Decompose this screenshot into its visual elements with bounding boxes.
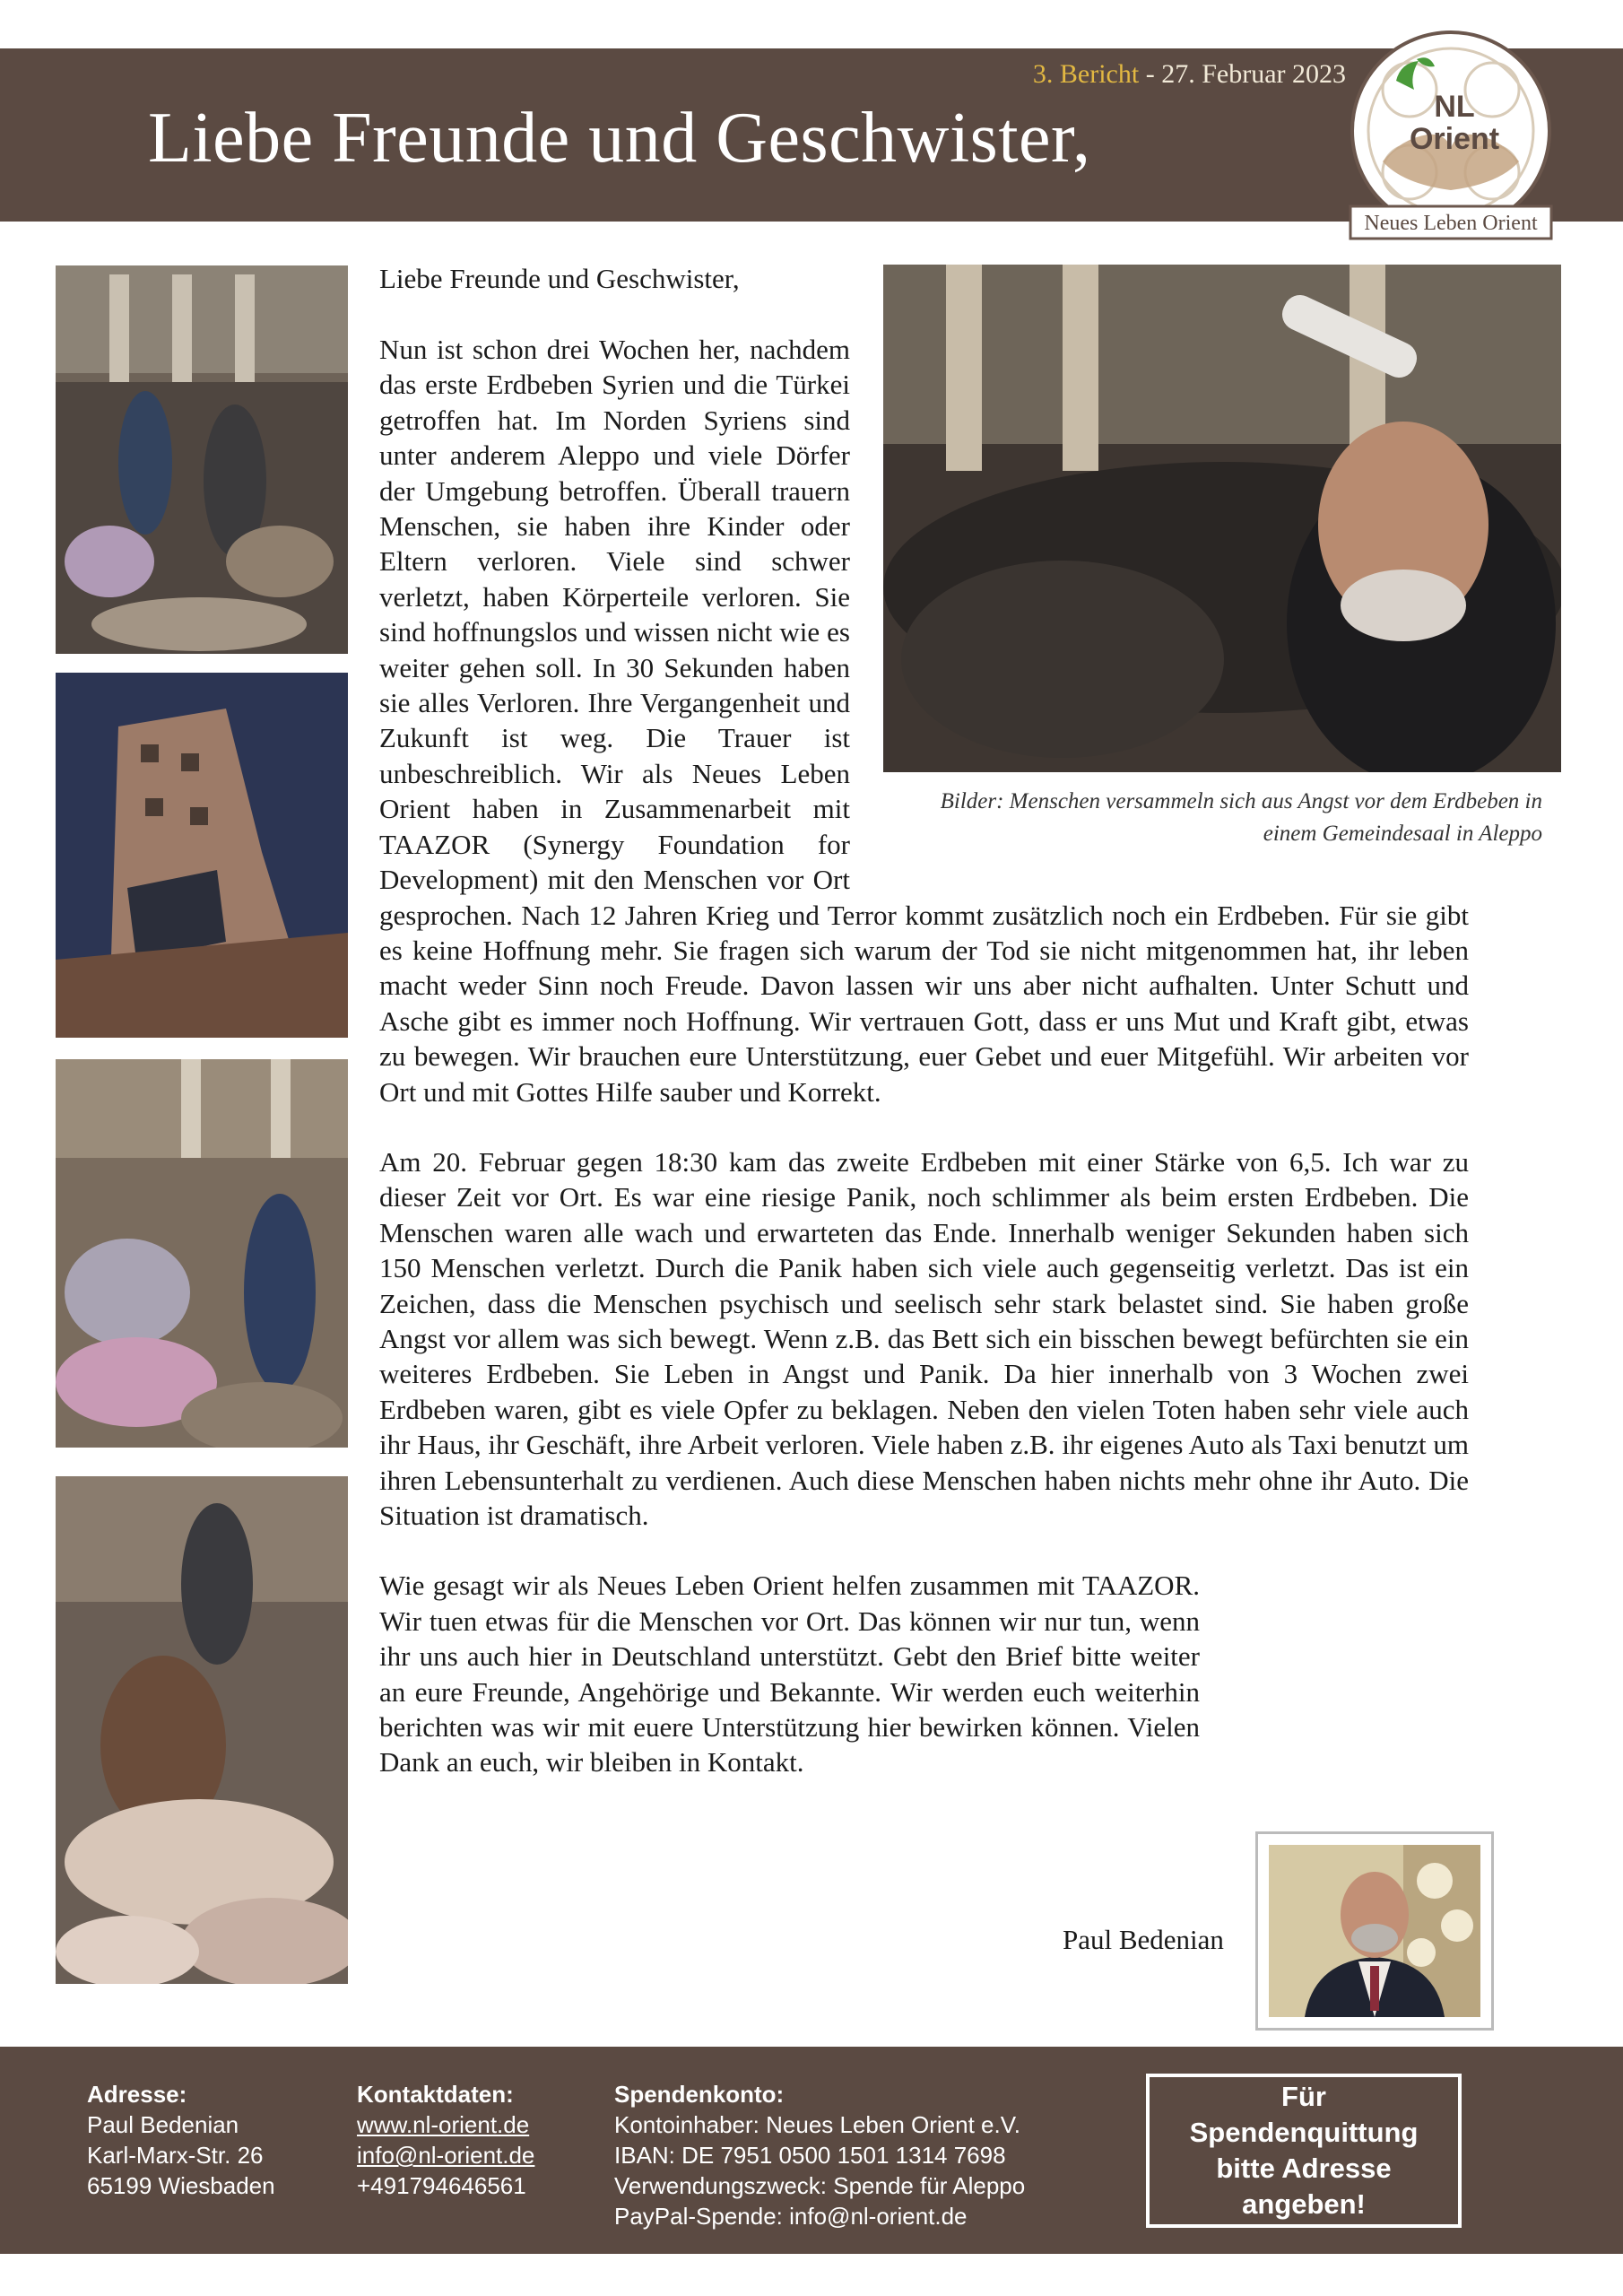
report-number: 3. Bericht	[1032, 59, 1140, 89]
address-name: Paul Bedenian	[87, 2111, 239, 2138]
donation-paypal: PayPal-Spende: info@nl-orient.de	[614, 2203, 968, 2230]
footer-address	[87, 2079, 275, 2201]
address-city: 65199 Wiesbaden	[87, 2172, 275, 2199]
receipt-note: Für Spendenquittung bitte Adresse angeben!	[1189, 2081, 1419, 2220]
footer-contact	[357, 2079, 534, 2201]
letter-salutation: Liebe Freunde und Geschwister,	[379, 263, 740, 294]
donation-iban: IBAN: DE 7951 0500 1501 1314 7698	[614, 2142, 1006, 2169]
photo-crowd-hall-2	[56, 1059, 348, 1448]
photo-sleeping-people	[56, 1476, 348, 1984]
nl-orient-logo	[1347, 27, 1555, 244]
report-separator: -	[1139, 59, 1162, 89]
report-date: 27. Februar 2023	[1161, 59, 1346, 89]
donation-heading: Spendenkonto:	[614, 2081, 785, 2108]
website-link[interactable]: www.nl-orient.de	[357, 2111, 530, 2138]
photo-float-spacer	[850, 332, 1469, 883]
portrait-float-spacer	[1200, 1568, 1469, 1711]
receipt-note-box	[1146, 2074, 1462, 2228]
letter-body	[379, 332, 1469, 1815]
letter-paragraph-1: Nun ist schon drei Wochen her, nachdem das erste Erdbeben Syrien und die Türkei getroffen hat. Im Norden Syriens sind unter anderem Aleppo und viele Dörfer der Umgebung betroffen. Überall trauern Menschen, sie haben ihre Kinder oder Eltern verloren. Viele sind schwer verletzt, haben Körperteile verloren. Sie sind hoffnungslos und wissen nicht wie es weiter gehen soll. In 30 Sekunden haben sie alles Verloren. Ihre Vergangenheit und Zukunft ist weg. Die Trauer ist unbeschreiblich. Wir als Neues Leben Orient haben in Zusammenarbeit mit TAAZOR (Synergy Foundation for Development) mit den Menschen vor Ort gesprochen. Nach 12 Jahren Krieg und Terror kommt zusätzlich noch ein Erdbeben. Für sie gibt es keine Hoffnung mehr. Sie fragen sich warum der Tod sie nicht mitgenommen hat, ihr leben macht weder Sinn noch Freude. Davon lassen wir uns aber nicht aufhalten. Unter Schutt und Asche gibt es immer noch Hoffnung. Wir vertrauen Gott, dass er uns Mut und Kraft gibt, etwas zu bewegen. Wir brauchen eure Unterstützung, euer Gebet und euer Mitgefühl. Wir arbeiten vor Ort und mit Gottes Hilfe sauber und Korrekt.	[379, 334, 1469, 1108]
letter-paragraph-3: Wie gesagt wir als Neues Leben Orient helfen zusammen mit TAAZOR. Wir tuen etwas für die Menschen vor Ort. Das können wir nur tun, wenn ihr uns auch hier in Deutschland unterstützt. Gebt den Brief bitte weiter an eure Freunde, Angehörige und Bekannte. Wir werden euch weiterhin berichten was wir mit euere Unterstützung hier bewirken können. Vielen Dank an euch, wir bleiben in Kontakt.	[379, 1570, 1200, 1779]
logo-line2: Orient	[1409, 122, 1500, 156]
logo-line1: NL	[1434, 90, 1475, 124]
page-title: Liebe Freunde und Geschwister,	[148, 99, 1091, 178]
photo-collapsed-building	[56, 673, 348, 1038]
contact-heading: Kontaktdaten:	[357, 2081, 514, 2108]
photo-crowd-hall-1	[56, 265, 348, 654]
letter-paragraph-2: Am 20. Februar gegen 18:30 kam das zweite Erdbeben mit einer Stärke von 6,5. Ich war zu dieser Zeit vor Ort. Es war eine riesige Panik, noch schlimmer als beim ersten Erdbeben. Die Menschen waren alle wach und erwarteten das Ende. Innerhalb weniger Sekunden haben sich 150 Menschen verletzt. Durch die Panik haben sich viele auch gegenseitig verletzt. Das ist ein Zeichen, dass die Menschen psychisch und seelisch sehr stark belastet sind. Sie haben große Angst vor allem was sich bewegt. Wenn z.B. das Bett sich ein bisschen bewegt befürchten sie ein weiteres Erdbeben. Sie Leben in Angst und Panik. Da hier innerhalb von 3 Wochen zwei Erdbeben waren, gibt es viele Opfer zu beklagen. Neben den vielen Toten haben sehr viele auch ihr Haus, ihr Geschäft, ihre Arbeit verloren. Viele haben z.B. ihr eigenes Auto als Taxi benutzt um ihren Lebensunterhalt zu verdienen. Auch diese Menschen haben nichts mehr ohne ihr Auto. Die Situation ist dramatisch.	[379, 1145, 1469, 1531]
address-street: Karl-Marx-Str. 26	[87, 2142, 264, 2169]
footer	[0, 2047, 1623, 2254]
signature: Paul Bedenian	[1063, 1924, 1224, 1955]
report-line	[1033, 59, 1346, 90]
logo-banner: Neues Leben Orient	[1364, 212, 1538, 235]
portrait-photo	[1255, 1831, 1494, 2031]
donation-holder: Kontoinhaber: Neues Leben Orient e.V.	[614, 2111, 1020, 2138]
email-link[interactable]: info@nl-orient.de	[357, 2142, 535, 2169]
footer-donation	[614, 2079, 1025, 2231]
donation-purpose: Verwendungszweck: Spende für Aleppo	[614, 2172, 1026, 2199]
phone-number: +491794646561	[357, 2172, 526, 2199]
address-heading: Adresse:	[87, 2081, 187, 2108]
photo-caption: Bilder: Menschen versammeln sich aus Angst vor dem Erdbeben in einem Gemeindesaal in Aleppo	[940, 789, 1542, 846]
